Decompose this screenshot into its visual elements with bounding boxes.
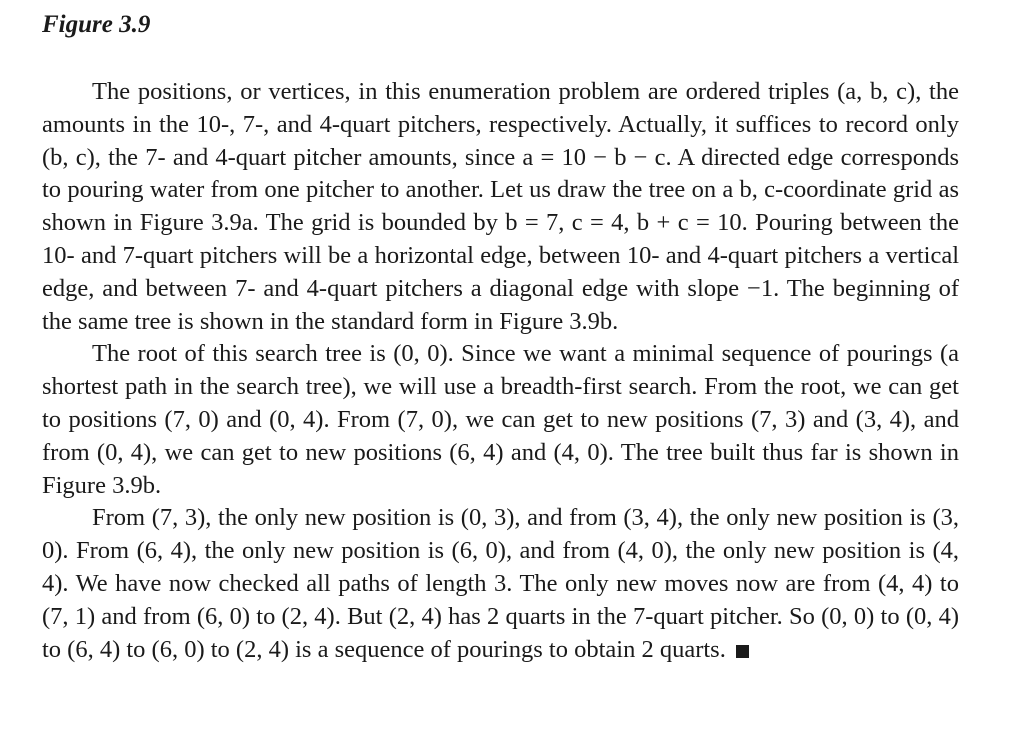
body-text (42, 76, 959, 666)
paragraph-new-positions-text: From (7, 3), the only new position is (0, 3), and from (3, 4), the only new position is (3, 0). From (6, 4), the only new position is (6, 0), and from (4, 0), the only new position is (4, 4). We have now checked all paths of length 3. The only new moves now are from (4, 4) to (7, 1) and from (6, 0) to (2, 4). But (2, 4) has 2 quarts in the 7-quart pitcher. So (0, 0) to (0, 4) to (6, 4) to (6, 0) to (2, 4) is a sequence of pourings to obtain 2 quarts. (42, 504, 959, 663)
paragraph-positions: The positions, or vertices, in this enumeration problem are ordered triples (a, b, c), the amounts in the 10-, 7-, and 4-quart pitchers, respectively. Actually, it suffices to record only (b, c), the 7- and 4-quart pitcher amounts, since a = 10 − b − c. A directed edge corresponds to pouring water from one pitcher to another. Let us draw the tree on a b, c-coordinate grid as shown in Figure 3.9a. The grid is bounded by b = 7, c = 4, b + c = 10. Pouring between the 10- and 7-quart pitchers will be a horizontal edge, between 10- and 4-quart pitchers a vertical edge, and between 7- and 4-quart pitchers a diagonal edge with slope −1. The beginning of the same tree is shown in the standard form in Figure 3.9b. (42, 78, 959, 335)
end-of-proof-icon (736, 645, 749, 658)
figure-caption: Figure 3.9 (42, 11, 151, 38)
paragraph-search-tree: The root of this search tree is (0, 0). Since we want a minimal sequence of pourings (a shortest path in the search tree), we will use a breadth-first search. From the root, we can get to positions (7, 0) and (0, 4). From (7, 0), we can get to new positions (7, 3) and (3, 4), and from (0, 4), we can get to new positions (6, 4) and (4, 0). The tree built thus far is shown in Figure 3.9b. (42, 340, 959, 499)
paragraph-new-positions (42, 502, 959, 666)
